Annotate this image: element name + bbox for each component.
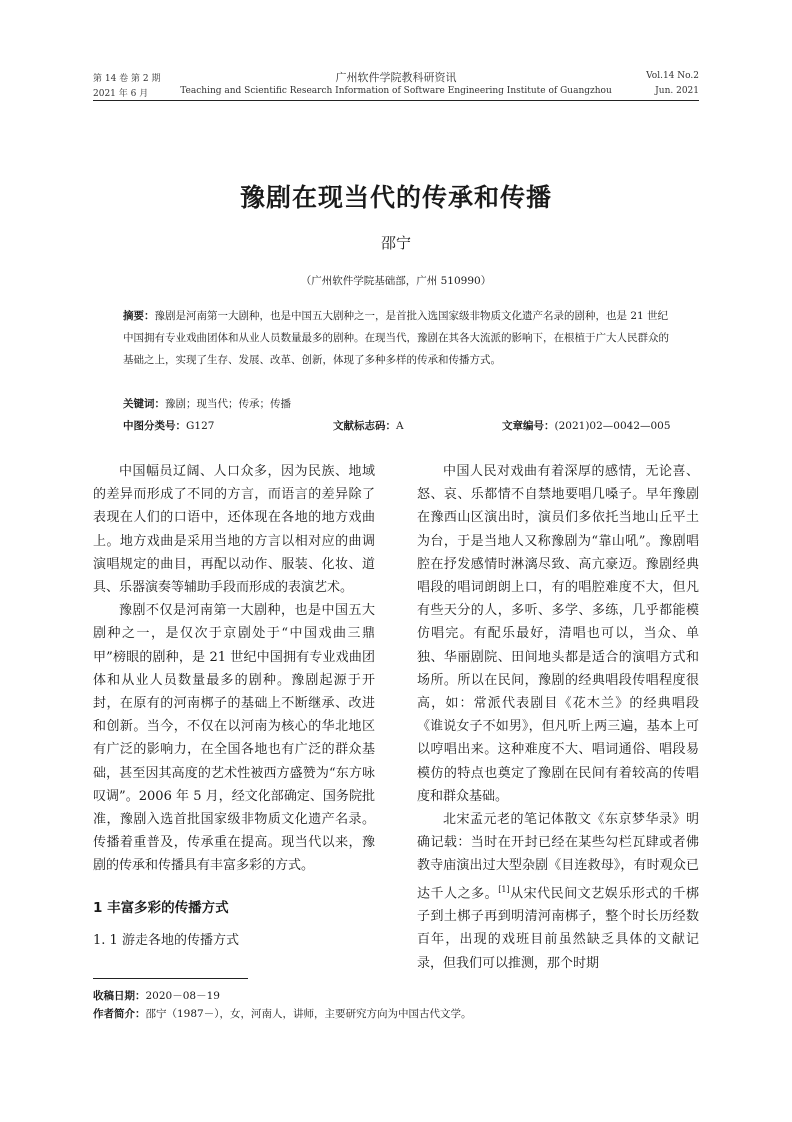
date-cn: 2021 年 6 月 xyxy=(93,89,149,99)
section-heading: 1 丰富多彩的传播方式 xyxy=(93,900,229,916)
author-name: 邵宁 xyxy=(380,234,411,252)
author-bio-text: 邵宁（1987－），女，河南人，讲师，主要研究方向为中国古代文学。 xyxy=(145,1008,472,1020)
volume-issue-cn: 第 14 卷 第 2 期 xyxy=(93,74,161,84)
keywords xyxy=(123,396,291,411)
document-code xyxy=(333,418,404,433)
date-en: Jun. 2021 xyxy=(655,86,699,96)
body-paragraph xyxy=(417,808,699,975)
left-column xyxy=(93,460,375,878)
document-code-label: 文献标志码： xyxy=(333,420,396,432)
subsection-heading: 1. 1 游走各地的传播方式 xyxy=(93,933,239,948)
received-date xyxy=(93,988,220,1003)
body-paragraph: 中国人民对戏曲有着深厚的感情，无论喜、怒、哀、乐都情不自禁地要唱几嗓子。早年豫剧在豫西山区演出时，演员们多依托当地山丘平土为台，于是当地人又称豫剧为“靠山吼”。豫剧唱腔在抒发感情时淋漓尽致、高亢豪迈。豫剧经典唱段的唱词朗朗上口，有的唱腔难度不大，但凡有些天分的人，多听、多学、多练，几乎都能模仿唱完。有配乐最好，清唱也可以，当众、单独、华丽剧院、田间地头都是适合的演唱方式和场所。所以在民间，豫剧的经典唱段传唱程度很高，如：常派代表剧目《花木兰》的经典唱段《谁说女子不如男》，但凡听上两三遍，基本上可以哼唱出来。这种难度不大、唱词通俗、唱段易模仿的特点也奠定了豫剧在民间有着较高的传唱度和群众基础。 xyxy=(417,464,699,804)
body-paragraph: 中国幅员辽阔、人口众多，因为民族、地域的差异而形成了不同的方言，而语言的差异除了表现在人们的口语中，还体现在各地的地方戏曲上。地方戏曲是采用当地的方言以相对应的曲调演唱规定的曲目，再配以动作、服装、化妆、道具、乐器演奏等辅助手段而形成的表演艺术。 xyxy=(93,464,375,596)
abstract-text: 豫剧是河南第一大剧种，也是中国五大剧种之一，是首批入选国家级非物质文化遗产名录的剧种，也是 21 世纪中国拥有专业戏曲团体和从业人员数量最多的剧种。在现当代，豫剧在其各大流派的影响下，在根植于广大人民群众的基础之上，实现了生存、发展、改革、创新，体现了多种多样的传承和传播方式。 xyxy=(123,310,669,366)
abstract-label: 摘要： xyxy=(123,310,155,322)
article-title: 豫剧在现当代的传承和传播 xyxy=(239,183,552,212)
clc-number xyxy=(123,418,214,433)
journal-title-en: Teaching and Scientific Research Information of Software Engineering Institute of Guangzhou xyxy=(180,86,612,96)
received-label: 收稿日期： xyxy=(93,990,146,1002)
header-rule xyxy=(93,100,699,101)
clc-label: 中图分类号： xyxy=(123,420,186,432)
paragraph-text: 从宋代民间文艺娱乐形式的千梆子到土梆子再到明清河南梆子，整个时长历经数百年，出现的戏班目前虽然缺乏具体的文献记录，但我们可以推测，那个时期 xyxy=(417,885,699,971)
footnote-rule xyxy=(93,978,248,979)
article-number-value: (2021)02—0042—005 xyxy=(554,420,671,432)
body-paragraph: 豫剧不仅是河南第一大剧种，也是中国五大剧种之一，是仅次于京剧处于“中国戏曲三鼎甲”榜眼的剧种，是 21 世纪中国拥有专业戏曲团体和从业人员数量最多的剧种。豫剧起源于开封，在原有的河南梆子的基础上不断继承、改进和创新。当今，不仅在以河南为核心的华北地区有广泛的影响力，在全国各地也有广泛的群众基础，甚至因其高度的艺术性被西方盛赞为“东方咏叹调”。2006 年 5 月，经文化部确定、国务院批准，豫剧入选首批国家级非物质文化遗产名录。传播着重普及，传承重在提高。现当代以来，豫剧的传承和传播具有丰富多彩的方式。 xyxy=(93,603,375,874)
author-bio-label: 作者简介： xyxy=(93,1008,146,1020)
received-value: 2020－08－19 xyxy=(145,990,220,1002)
affiliation: （广州软件学院基础部，广州 510990） xyxy=(300,275,492,287)
author-bio xyxy=(93,1006,471,1021)
citation-ref: [1] xyxy=(498,884,510,894)
article-number-label: 文章编号： xyxy=(502,420,555,432)
journal-title-cn: 广州软件学院教科研资讯 xyxy=(335,71,457,84)
keywords-label: 关键词： xyxy=(123,398,165,410)
clc-value: G127 xyxy=(186,420,215,432)
keywords-text: 豫剧；现当代；传承；传播 xyxy=(165,398,291,410)
abstract xyxy=(123,305,676,371)
paragraph-text: 北宋孟元老的笔记体散文《东京梦华录》明确记载：当时在开封已经在某些勾栏瓦肆或者佛教寺庙演出过大型杂剧《目连救母》，有时观众已达千人之多。 xyxy=(417,812,699,901)
volume-issue-en: Vol.14 No.2 xyxy=(646,71,699,81)
right-column xyxy=(417,460,699,975)
document-code-value: A xyxy=(396,420,404,432)
article-number xyxy=(502,418,671,433)
